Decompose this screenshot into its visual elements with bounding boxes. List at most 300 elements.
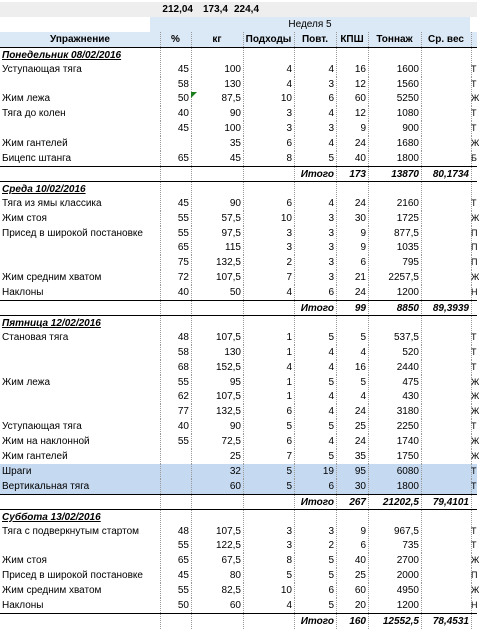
tonnage-cell[interactable]: 2440 bbox=[396, 361, 419, 373]
avg-weight-cell[interactable] bbox=[421, 330, 471, 345]
day-title[interactable]: Понедельник 08/02/2016 bbox=[2, 49, 122, 61]
exercise-name[interactable]: Жим на наклонной bbox=[2, 436, 90, 448]
avg-weight-cell[interactable] bbox=[421, 479, 471, 494]
kg-cell[interactable]: 82,5 bbox=[221, 585, 241, 597]
sets-cell[interactable]: 6 bbox=[286, 436, 292, 448]
reps-cell[interactable]: 5 bbox=[328, 600, 334, 611]
reps-cell[interactable]: 6 bbox=[328, 287, 334, 299]
grid-line bbox=[294, 301, 295, 316]
sets-cell[interactable]: 4 bbox=[286, 63, 292, 75]
kg-cell[interactable]: 67,5 bbox=[221, 555, 241, 567]
percent-cell[interactable] bbox=[160, 464, 191, 479]
percent-cell[interactable]: 40 bbox=[177, 287, 189, 299]
percent-cell[interactable]: 55 bbox=[177, 436, 189, 448]
total-tonnage[interactable]: 12552,5 bbox=[382, 615, 419, 627]
kpsh-cell[interactable]: 30 bbox=[354, 480, 366, 492]
top-total-3[interactable]: 224,4 bbox=[234, 4, 260, 15]
total-label[interactable]: Итого bbox=[300, 168, 334, 180]
kg-cell[interactable]: 100 bbox=[224, 63, 241, 75]
avg-weight-cell[interactable] bbox=[421, 360, 471, 375]
grid-line bbox=[243, 301, 244, 316]
kpsh-cell[interactable]: 95 bbox=[354, 465, 366, 477]
total-label[interactable]: Итого bbox=[300, 615, 334, 627]
header-sets[interactable]: Подходы bbox=[245, 33, 292, 45]
reps-cell[interactable]: 6 bbox=[328, 585, 334, 597]
kpsh-cell[interactable]: 24 bbox=[354, 436, 366, 448]
kpsh-cell[interactable]: 6 bbox=[360, 257, 366, 269]
sets-cell[interactable]: 3 bbox=[286, 108, 292, 120]
grid-line bbox=[191, 434, 192, 449]
avg-weight-cell[interactable] bbox=[421, 583, 471, 598]
reps-cell[interactable]: 5 bbox=[328, 451, 334, 462]
day-title[interactable]: Пятница 12/02/2016 bbox=[2, 317, 101, 329]
avg-weight-cell[interactable] bbox=[421, 121, 471, 136]
top-total-2[interactable]: 173,4 bbox=[202, 4, 228, 15]
kpsh-cell[interactable]: 40 bbox=[354, 153, 366, 164]
sets-cell[interactable]: 3 bbox=[286, 242, 292, 254]
percent-cell[interactable]: 45 bbox=[177, 570, 189, 582]
grid-line bbox=[191, 389, 192, 404]
sets-cell[interactable]: 6 bbox=[286, 197, 292, 209]
reps-cell[interactable]: 2 bbox=[328, 540, 334, 552]
kg-cell[interactable]: 90 bbox=[229, 421, 241, 433]
sets-cell[interactable]: 2 bbox=[286, 257, 292, 269]
kg-cell[interactable]: 80 bbox=[229, 570, 241, 582]
reps-cell[interactable]: 4 bbox=[328, 63, 334, 75]
kg-cell[interactable]: 107,5 bbox=[215, 391, 241, 403]
kpsh-cell[interactable]: 6 bbox=[360, 540, 366, 552]
reps-cell[interactable]: 5 bbox=[328, 421, 334, 433]
reps-cell[interactable]: 5 bbox=[328, 153, 334, 164]
avg-weight-cell[interactable] bbox=[421, 151, 471, 166]
reps-cell[interactable]: 4 bbox=[328, 138, 334, 150]
avg-weight-cell[interactable] bbox=[421, 136, 471, 151]
reps-cell[interactable]: 3 bbox=[328, 123, 334, 135]
kpsh-cell[interactable]: 30 bbox=[354, 212, 366, 224]
kpsh-cell[interactable]: 12 bbox=[354, 108, 366, 120]
tonnage-cell[interactable]: 795 bbox=[402, 257, 419, 269]
kpsh-cell[interactable]: 24 bbox=[354, 406, 366, 418]
tonnage-cell[interactable]: 1035 bbox=[396, 242, 419, 254]
kpsh-cell[interactable]: 9 bbox=[360, 242, 366, 254]
sets-cell[interactable]: 4 bbox=[286, 600, 292, 611]
avg-weight-cell[interactable] bbox=[421, 568, 471, 583]
sets-cell[interactable]: 10 bbox=[280, 93, 292, 105]
tonnage-cell[interactable]: 4950 bbox=[396, 585, 419, 597]
reps-cell[interactable]: 4 bbox=[328, 197, 334, 209]
kpsh-cell[interactable]: 25 bbox=[354, 421, 366, 433]
avg-weight-cell[interactable] bbox=[421, 404, 471, 419]
tonnage-cell[interactable]: 430 bbox=[402, 391, 419, 403]
avg-weight-cell[interactable] bbox=[421, 434, 471, 449]
kg-cell[interactable]: 25 bbox=[229, 451, 241, 462]
percent-cell[interactable]: 58 bbox=[177, 78, 189, 90]
tonnage-cell[interactable]: 2000 bbox=[396, 570, 419, 582]
tonnage-cell[interactable]: 1680 bbox=[396, 138, 419, 150]
grid-line bbox=[421, 553, 422, 568]
exercise-name[interactable]: Жим средним хватом bbox=[2, 585, 102, 597]
tonnage-cell[interactable]: 1725 bbox=[396, 212, 419, 224]
exercise-name[interactable]: Наклоны bbox=[2, 600, 44, 611]
kg-cell[interactable]: 35 bbox=[229, 138, 241, 150]
exercise-name[interactable]: Уступающая тяга bbox=[2, 421, 82, 433]
avg-weight-cell[interactable] bbox=[421, 464, 471, 479]
sets-cell[interactable]: 4 bbox=[286, 78, 292, 90]
percent-cell[interactable]: 65 bbox=[177, 153, 189, 164]
reps-cell[interactable]: 5 bbox=[328, 376, 334, 388]
avg-weight-cell[interactable] bbox=[421, 62, 471, 77]
percent-cell[interactable]: 65 bbox=[177, 242, 189, 254]
reps-cell[interactable]: 4 bbox=[328, 406, 334, 418]
grid-line bbox=[336, 32, 337, 47]
kpsh-cell[interactable]: 9 bbox=[360, 525, 366, 537]
grid-line bbox=[160, 330, 161, 345]
exercise-name[interactable] bbox=[0, 360, 160, 375]
tonnage-cell[interactable]: 537,5 bbox=[393, 331, 419, 343]
kpsh-cell[interactable]: 20 bbox=[354, 600, 366, 611]
percent-cell[interactable]: 45 bbox=[177, 63, 189, 75]
avg-weight-cell[interactable] bbox=[421, 449, 471, 464]
reps-cell[interactable]: 4 bbox=[328, 391, 334, 403]
grid-line bbox=[421, 583, 422, 598]
percent-cell[interactable]: 75 bbox=[177, 257, 189, 269]
sets-cell[interactable]: 10 bbox=[280, 212, 292, 224]
kpsh-cell[interactable]: 16 bbox=[354, 361, 366, 373]
sets-cell[interactable]: 8 bbox=[286, 153, 292, 164]
percent-cell[interactable]: 62 bbox=[177, 391, 189, 403]
sets-cell[interactable]: 1 bbox=[286, 346, 292, 358]
avg-weight-cell[interactable] bbox=[421, 553, 471, 568]
kpsh-cell[interactable]: 60 bbox=[354, 585, 366, 597]
percent-cell[interactable]: 48 bbox=[177, 525, 189, 537]
exercise-name[interactable]: Тяга из ямы классика bbox=[2, 197, 102, 209]
exercise-name[interactable]: Жим средним хватом bbox=[2, 272, 102, 284]
percent-cell[interactable]: 55 bbox=[177, 376, 189, 388]
header-tonnage[interactable]: Тоннаж bbox=[376, 33, 413, 45]
percent-cell[interactable] bbox=[160, 449, 191, 464]
sets-cell[interactable]: 1 bbox=[286, 331, 292, 343]
exercise-name[interactable]: Жим гантелей bbox=[2, 451, 68, 462]
kpsh-cell[interactable]: 24 bbox=[354, 138, 366, 150]
total-avg-weight[interactable]: 79,4101 bbox=[432, 496, 469, 508]
percent-cell[interactable]: 72 bbox=[177, 272, 189, 284]
percent-cell[interactable]: 40 bbox=[177, 108, 189, 120]
kg-cell[interactable]: 90 bbox=[229, 108, 241, 120]
avg-weight-cell[interactable] bbox=[421, 211, 471, 226]
tonnage-cell[interactable]: 475 bbox=[402, 376, 419, 388]
grid-line bbox=[421, 434, 422, 449]
avg-weight-cell[interactable] bbox=[421, 240, 471, 255]
sets-cell[interactable]: 6 bbox=[286, 406, 292, 418]
kg-cell[interactable]: 50 bbox=[229, 287, 241, 299]
total-kpsh[interactable]: 160 bbox=[349, 615, 366, 627]
percent-cell[interactable]: 58 bbox=[177, 346, 189, 358]
reps-cell[interactable]: 3 bbox=[328, 212, 334, 224]
exercise-name[interactable] bbox=[0, 389, 160, 404]
exercise-name[interactable]: Тяга с подверкнутым стартом bbox=[2, 525, 140, 537]
avg-weight-cell[interactable] bbox=[421, 270, 471, 285]
day-title[interactable]: Среда 10/02/2016 bbox=[2, 183, 86, 195]
kg-cell[interactable]: 152,5 bbox=[215, 361, 241, 373]
total-tonnage[interactable]: 21202,5 bbox=[382, 496, 419, 508]
grid-line bbox=[294, 345, 295, 360]
grid-line bbox=[160, 316, 161, 331]
percent-cell[interactable]: 55 bbox=[177, 212, 189, 224]
kpsh-cell[interactable]: 21 bbox=[354, 272, 366, 284]
reps-cell[interactable]: 3 bbox=[328, 227, 334, 239]
exercise-name[interactable] bbox=[0, 77, 160, 92]
reps-cell[interactable]: 4 bbox=[328, 346, 334, 358]
kg-cell[interactable]: 130 bbox=[224, 346, 241, 358]
kpsh-cell[interactable]: 9 bbox=[360, 123, 366, 135]
exercise-name[interactable]: Жим стоя bbox=[2, 555, 47, 567]
day-title[interactable]: Суббота 13/02/2016 bbox=[2, 511, 101, 523]
percent-cell[interactable]: 40 bbox=[177, 421, 189, 433]
sets-cell[interactable]: 5 bbox=[286, 570, 292, 582]
kpsh-cell[interactable]: 40 bbox=[354, 555, 366, 567]
grid-line bbox=[294, 226, 295, 241]
total-avg-weight[interactable]: 89,3939 bbox=[432, 303, 469, 314]
reps-cell[interactable]: 4 bbox=[328, 361, 334, 373]
kpsh-cell[interactable]: 60 bbox=[354, 93, 366, 105]
avg-weight-cell[interactable] bbox=[421, 106, 471, 121]
tonnage-cell[interactable]: 2250 bbox=[396, 421, 419, 433]
exercise-name[interactable] bbox=[0, 404, 160, 419]
total-avg-weight[interactable]: 78,4531 bbox=[432, 615, 469, 627]
sets-cell[interactable]: 3 bbox=[286, 525, 292, 537]
percent-cell[interactable]: 45 bbox=[177, 197, 189, 209]
reps-cell[interactable]: 3 bbox=[328, 78, 334, 90]
total-tonnage[interactable]: 13870 bbox=[391, 168, 419, 180]
kg-cell[interactable]: 115 bbox=[225, 242, 241, 254]
kpsh-cell[interactable]: 25 bbox=[354, 570, 366, 582]
header-percent[interactable]: % bbox=[171, 33, 180, 45]
kg-cell[interactable]: 132,5 bbox=[215, 406, 241, 418]
percent-cell[interactable]: 55 bbox=[177, 585, 189, 597]
tonnage-cell[interactable]: 6080 bbox=[396, 465, 419, 477]
kpsh-cell[interactable]: 24 bbox=[354, 197, 366, 209]
tonnage-cell[interactable]: 877,5 bbox=[393, 227, 419, 239]
percent-cell[interactable]: 55 bbox=[177, 227, 189, 239]
grid-line bbox=[336, 106, 337, 121]
reps-cell[interactable]: 5 bbox=[328, 331, 334, 343]
kg-cell[interactable]: 87,5 bbox=[221, 93, 241, 105]
kg-cell[interactable]: 90 bbox=[229, 197, 241, 209]
header-avg-weight[interactable]: Ср. вес bbox=[428, 33, 464, 45]
exercise-name[interactable]: Жим гантелей bbox=[2, 138, 68, 150]
header-kpsh[interactable]: КПШ bbox=[340, 33, 364, 45]
exercise-name[interactable]: Присед в широкой постановке bbox=[2, 570, 143, 582]
sets-cell[interactable]: 1 bbox=[286, 391, 292, 403]
percent-cell[interactable]: 65 bbox=[177, 555, 189, 567]
exercise-name[interactable]: Жим лежа bbox=[2, 376, 51, 388]
kg-cell[interactable]: 60 bbox=[229, 480, 241, 492]
total-label[interactable]: Итого bbox=[300, 496, 334, 508]
exercise-name[interactable]: Бицепс штанга bbox=[2, 153, 72, 164]
sets-cell[interactable]: 3 bbox=[286, 540, 292, 552]
exercise-name[interactable] bbox=[0, 345, 160, 360]
grid-line bbox=[243, 48, 244, 63]
grid-line bbox=[421, 167, 422, 182]
tonnage-cell[interactable]: 1080 bbox=[396, 108, 419, 120]
tonnage-cell[interactable]: 900 bbox=[402, 123, 419, 135]
kg-cell[interactable]: 57,5 bbox=[221, 212, 241, 224]
total-row bbox=[0, 494, 477, 510]
kpsh-cell[interactable]: 9 bbox=[360, 227, 366, 239]
sets-cell[interactable]: 4 bbox=[286, 287, 292, 299]
reps-cell[interactable]: 19 bbox=[322, 465, 334, 477]
percent-cell[interactable] bbox=[160, 479, 191, 494]
sets-cell[interactable]: 4 bbox=[286, 361, 292, 373]
avg-weight-cell[interactable] bbox=[421, 598, 471, 613]
avg-weight-cell[interactable] bbox=[421, 285, 471, 300]
reps-cell[interactable]: 3 bbox=[328, 272, 334, 284]
kg-cell[interactable]: 72,5 bbox=[221, 436, 241, 448]
total-label[interactable]: Итого bbox=[300, 303, 334, 314]
exercise-name[interactable]: Вертикальная тяга bbox=[2, 480, 90, 492]
tonnage-cell[interactable]: 1600 bbox=[396, 63, 419, 75]
sets-cell[interactable]: 3 bbox=[286, 227, 292, 239]
total-tonnage[interactable]: 8850 bbox=[396, 303, 419, 314]
total-kpsh[interactable]: 99 bbox=[354, 303, 366, 314]
kg-cell[interactable]: 60 bbox=[229, 600, 241, 611]
tonnage-cell[interactable]: 520 bbox=[402, 346, 419, 358]
kpsh-cell[interactable]: 4 bbox=[360, 391, 366, 403]
reps-cell[interactable]: 3 bbox=[328, 257, 334, 269]
sets-cell[interactable]: 5 bbox=[286, 421, 292, 433]
sets-cell[interactable]: 10 bbox=[280, 585, 292, 597]
tonnage-cell[interactable]: 1750 bbox=[396, 451, 419, 462]
kg-cell[interactable]: 32 bbox=[229, 465, 241, 477]
grid-line bbox=[294, 495, 295, 510]
tonnage-cell[interactable]: 3180 bbox=[396, 406, 419, 418]
kg-cell[interactable]: 107,5 bbox=[215, 525, 241, 537]
sets-cell[interactable]: 5 bbox=[286, 465, 292, 477]
exercise-name[interactable] bbox=[0, 538, 160, 553]
total-kpsh[interactable]: 173 bbox=[349, 168, 366, 180]
avg-weight-cell[interactable] bbox=[421, 419, 471, 434]
avg-weight-cell[interactable] bbox=[421, 255, 471, 270]
avg-weight-cell[interactable] bbox=[421, 196, 471, 211]
tonnage-cell[interactable]: 967,5 bbox=[393, 525, 419, 537]
reps-cell[interactable]: 3 bbox=[328, 525, 334, 537]
percent-cell[interactable]: 50 bbox=[177, 600, 189, 611]
tonnage-cell[interactable]: 1200 bbox=[396, 600, 419, 611]
kg-cell[interactable]: 130 bbox=[224, 78, 241, 90]
kpsh-cell[interactable]: 5 bbox=[360, 331, 366, 343]
tonnage-cell[interactable]: 1800 bbox=[396, 480, 419, 492]
exercise-name[interactable] bbox=[0, 121, 160, 136]
reps-cell[interactable]: 5 bbox=[328, 555, 334, 567]
kg-cell[interactable]: 100 bbox=[224, 123, 241, 135]
percent-cell[interactable]: 68 bbox=[177, 361, 189, 373]
kpsh-cell[interactable]: 35 bbox=[354, 451, 366, 462]
exercise-name[interactable]: Жим лежа bbox=[2, 93, 51, 105]
exercise-name[interactable]: Наклоны bbox=[2, 287, 44, 299]
exercise-name[interactable] bbox=[0, 255, 160, 270]
grid-line bbox=[421, 614, 422, 629]
sets-cell[interactable]: 1 bbox=[286, 376, 292, 388]
exercise-name[interactable]: Присед в широкой постановке bbox=[2, 227, 143, 239]
percent-cell[interactable]: 48 bbox=[177, 331, 189, 343]
total-avg-weight[interactable]: 80,1734 bbox=[432, 168, 469, 180]
exercise-name[interactable]: Становая тяга bbox=[2, 331, 69, 343]
kg-cell[interactable]: 122,5 bbox=[215, 540, 241, 552]
avg-weight-cell[interactable] bbox=[421, 91, 471, 106]
kg-cell[interactable]: 97,5 bbox=[221, 227, 241, 239]
sets-cell[interactable]: 7 bbox=[286, 451, 292, 462]
sets-cell[interactable]: 6 bbox=[286, 138, 292, 150]
reps-cell[interactable]: 4 bbox=[328, 108, 334, 120]
percent-cell[interactable]: 55 bbox=[177, 540, 189, 552]
tonnage-cell[interactable]: 2257,5 bbox=[388, 272, 419, 284]
percent-cell[interactable]: 50 bbox=[177, 93, 189, 105]
kg-cell[interactable]: 132,5 bbox=[215, 257, 241, 269]
kpsh-cell[interactable]: 16 bbox=[354, 63, 366, 75]
kg-cell[interactable]: 107,5 bbox=[215, 272, 241, 284]
reps-cell[interactable]: 5 bbox=[328, 570, 334, 582]
header-exercise[interactable]: Упражнение bbox=[50, 33, 110, 45]
header-reps[interactable]: Повт. bbox=[301, 33, 329, 45]
total-kpsh[interactable]: 267 bbox=[349, 496, 366, 508]
tonnage-cell[interactable]: 1200 bbox=[396, 287, 419, 299]
kpsh-cell[interactable]: 12 bbox=[354, 78, 366, 90]
sets-cell[interactable]: 7 bbox=[286, 272, 292, 284]
reps-cell[interactable]: 6 bbox=[328, 480, 334, 492]
kg-cell[interactable]: 95 bbox=[229, 376, 241, 388]
tonnage-cell[interactable]: 2700 bbox=[396, 555, 419, 567]
reps-cell[interactable]: 3 bbox=[328, 242, 334, 254]
tonnage-cell[interactable]: 1800 bbox=[396, 153, 419, 164]
tonnage-cell[interactable]: 1560 bbox=[396, 78, 419, 90]
exercise-name[interactable]: Шраги bbox=[2, 465, 32, 477]
exercise-row bbox=[0, 121, 477, 136]
exercise-name[interactable]: Жим стоя bbox=[2, 212, 47, 224]
avg-weight-cell[interactable] bbox=[421, 226, 471, 241]
exercise-name[interactable]: Уступающая тяга bbox=[2, 63, 82, 75]
avg-weight-cell[interactable] bbox=[421, 389, 471, 404]
percent-cell[interactable] bbox=[160, 136, 191, 151]
tonnage-cell[interactable]: 735 bbox=[402, 540, 419, 552]
tonnage-cell[interactable]: 1740 bbox=[396, 436, 419, 448]
percent-cell[interactable]: 45 bbox=[177, 123, 189, 135]
avg-weight-cell[interactable] bbox=[421, 375, 471, 390]
reps-cell[interactable]: 6 bbox=[328, 93, 334, 105]
sets-cell[interactable]: 8 bbox=[286, 555, 292, 567]
reps-cell[interactable]: 4 bbox=[328, 436, 334, 448]
sets-cell[interactable]: 3 bbox=[286, 123, 292, 135]
kpsh-cell[interactable]: 5 bbox=[360, 376, 366, 388]
kpsh-cell[interactable]: 24 bbox=[354, 287, 366, 299]
avg-weight-cell[interactable] bbox=[421, 524, 471, 539]
exercise-name[interactable]: Тяга до колен bbox=[2, 108, 66, 120]
header-kg[interactable]: кг bbox=[212, 33, 222, 45]
kg-cell[interactable]: 45 bbox=[229, 153, 241, 164]
avg-weight-cell[interactable] bbox=[421, 345, 471, 360]
grid-line bbox=[421, 121, 422, 136]
avg-weight-cell[interactable] bbox=[421, 77, 471, 92]
avg-weight-cell[interactable] bbox=[421, 538, 471, 553]
exercise-row bbox=[0, 360, 477, 375]
exercise-name[interactable] bbox=[0, 240, 160, 255]
percent-cell[interactable]: 77 bbox=[177, 406, 189, 418]
tonnage-cell[interactable]: 2160 bbox=[396, 197, 419, 209]
kg-cell[interactable]: 107,5 bbox=[215, 331, 241, 343]
top-total-1[interactable]: 212,04 bbox=[162, 4, 193, 15]
tonnage-cell[interactable]: 5250 bbox=[396, 93, 419, 105]
sets-cell[interactable]: 5 bbox=[286, 480, 292, 492]
kpsh-cell[interactable]: 4 bbox=[360, 346, 366, 358]
